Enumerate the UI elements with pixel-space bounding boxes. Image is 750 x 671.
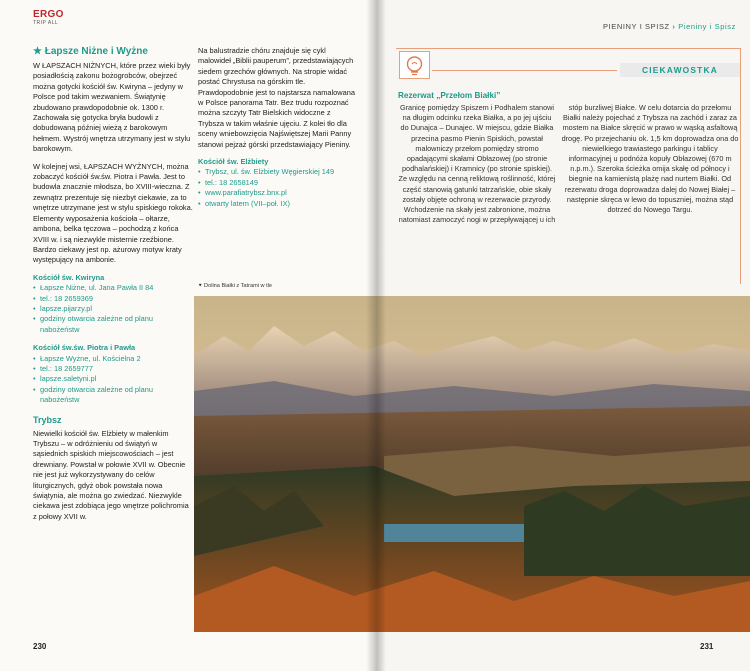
lightbulb-icon xyxy=(399,51,430,79)
info-title: Kościół św.św. Piotra i Pawła xyxy=(33,343,136,353)
photo-caption xyxy=(198,283,272,290)
section-heading xyxy=(33,46,193,58)
box-column-1: Granicę pomiędzy Spiszem i Podhalem stanowi na długim odcinku rzeka Białka, a po jej ujściu do Dunajca – Dunajec. W miejscu, gdzie Białka przecina pasmo Pienin Spiskich, powstał malowniczy przełom pomiędzy stromo opadającymi skałami Obłazowej (po stronie podhalańskiej) i Kramnicy (po stronie spiskiej). Ze względu na cenną reliktową roślinność, której część stanowią gatunki tatrzańskie, obie skały zostały objęte ochroną w rezerwacie przyrody. Wchodzenie na skały jest zabronione, można natomiast zamoczyć nogi w przepływającej u ich xyxy=(398,103,556,225)
info-item: • Trybsz, ul. św. Elżbiety Węgierskiej 149 xyxy=(198,167,358,177)
brand-name: ERGO xyxy=(33,9,64,20)
info-link[interactable]: • lapsze.pijarzy.pl xyxy=(33,304,193,314)
info-title: Kościół św. Kwiryna xyxy=(33,272,105,282)
page-number-left: 230 xyxy=(33,642,47,651)
caption-text: Dolina Białki z Tatrami w tle xyxy=(204,283,273,289)
running-header xyxy=(603,22,736,31)
box-column-2: stóp burzliwej Białce. W celu dotarcia do przełomu Białki należy pojechać z Trybsza na zachód i zaraz za mostem na Białce skręcić w prawo w wąską asfaltową drogę. Po przejechaniu ok. 1,5 km doprowadza ona do niewielkiego trawiastego parkingu i tablicy informacyjnej u podnóża kopuły Obłazowej (670 m n.p.m.). Szeroka ścieżka omija skałę od północy i biegnie na kamienistą plażę nad nurtem Białki. Od rezerwatu droga doprowadza dalej do Nowej Białej – następnie skręca w lewo do topuszniej, można stąd dotrzeć do Nowego Targu. xyxy=(561,103,739,215)
paragraph: W kolejnej wsi, ŁAPSZACH WYŻNYCH, można zobaczyć kościół św.św. Piotra i Pawła. Jest to budowla znacznie młodsza, bo XVIII-wieczna. Z zewnątrz prezentuje się niezbyt ciekawie, za to wnętrze utrzymane jest w stylu spiskiego rokoka. Elementy wyposażenia kościoła – ołtarze, ambona, belka tęczowa – pochodzą z końca XVIII w. i są niezwykle misternie rzeźbione. Bardzo ciekawy jest np. ażurowy motyw kraty występujący na ambonie. xyxy=(33,161,193,265)
sub-heading: Trybsz xyxy=(33,414,62,425)
info-item: • godziny otwarcia zależne od planu nabożeństw xyxy=(33,385,193,406)
paragraph: Na balustradzie chóru znajduje się cykl malowideł „Biblii pauperum”, przedstawiających siedem grzechów głównych. Na stropie widać postać Chrystusa na górskim tle. Prawdopodobnie jest to najstarsza namalowana w Polsce panorama Tatr. Bez trudu rozpoznać można szczyty Tatr Bielskich widoczne z Trybsza w takim właśnie ujęciu. Z kolei tło dla sceny wniebowzięcia Najświętszej Marii Panny stanowi pejzaż górski przedstawiający Pieniny. xyxy=(198,46,355,149)
info-item: • tel.: 18 2658149 xyxy=(198,178,358,188)
info-item: • tel.: 18 2659369 xyxy=(33,294,193,304)
paragraph: W ŁAPSZACH NIŻNYCH, które przez wieki były posiadłością zakonu bożogrobców, obejrzeć można gotycki kościół św. Kwiryna – jedyny w Polsce pod takim wezwaniem. Świątynię zbudowano prawdopodobnie ok. 1300 r. Zachowała się gotycka bryła budowli z dobudowaną później wieżą z barokowym hełmem. Wystrój wnętrza utrzymany jest w stylu barokowym. xyxy=(33,61,191,154)
curiosity-tag: CIEKAWOSTKA xyxy=(620,63,740,77)
section-heading-text: Łapsze Niżne i Wyżne xyxy=(44,46,148,57)
header-section: PIENINY I SPISZ xyxy=(602,22,670,31)
header-subsection: Pieniny i Spisz xyxy=(678,22,736,31)
left-column-1 xyxy=(33,46,193,529)
info-link[interactable]: • www.parafiatrybsz.bnx.pl xyxy=(198,188,358,198)
paragraph: Niewielki kościół św. Elżbiety w małenkim Trybszu – w odróżnieniu od świątyń w sąsiednich spiskich miejscowościach – jest drewniany. Powstał w połowie XVII w. Obecnie nie jest już wykorzystywany do celów liturgicznych, gdyż obok powstała nowa świątynia, ale można go zwiedzać. Niezwykle ciekawa jest zdobiąca jego wnętrze polichromia z połowy XVII w. xyxy=(33,428,189,521)
brand-sub: TRIP ALL xyxy=(33,20,59,26)
info-item: • tel.: 18 2659777 xyxy=(33,364,193,374)
info-list xyxy=(33,283,193,335)
left-column-2 xyxy=(198,46,358,217)
info-title: Kościół św. Elżbiety xyxy=(198,157,269,167)
star-icon: ★ xyxy=(33,46,42,57)
landscape-photo xyxy=(194,296,750,632)
info-item: • otwarty latem (VII–poł. IX) xyxy=(198,199,358,209)
divider xyxy=(432,70,617,71)
info-item: • Łapsze Wyżne, ul. Kościelna 2 xyxy=(33,354,193,364)
info-list xyxy=(198,167,358,209)
page-number-right: 231 xyxy=(700,642,714,651)
info-link[interactable]: • lapsze.saletyni.pl xyxy=(33,374,193,384)
info-list xyxy=(33,354,193,406)
info-item: • godziny otwarcia zależne od planu nabożeństw xyxy=(33,314,193,335)
info-item: • Łapsze Niżne, ul. Jana Pawła II 84 xyxy=(33,283,193,293)
caption-arrow-icon: ⯆ xyxy=(198,283,203,289)
brand-logo xyxy=(33,9,64,26)
chevron-right-icon: › xyxy=(672,22,676,31)
box-title: Rezerwat „Przełom Białki” xyxy=(398,91,501,100)
